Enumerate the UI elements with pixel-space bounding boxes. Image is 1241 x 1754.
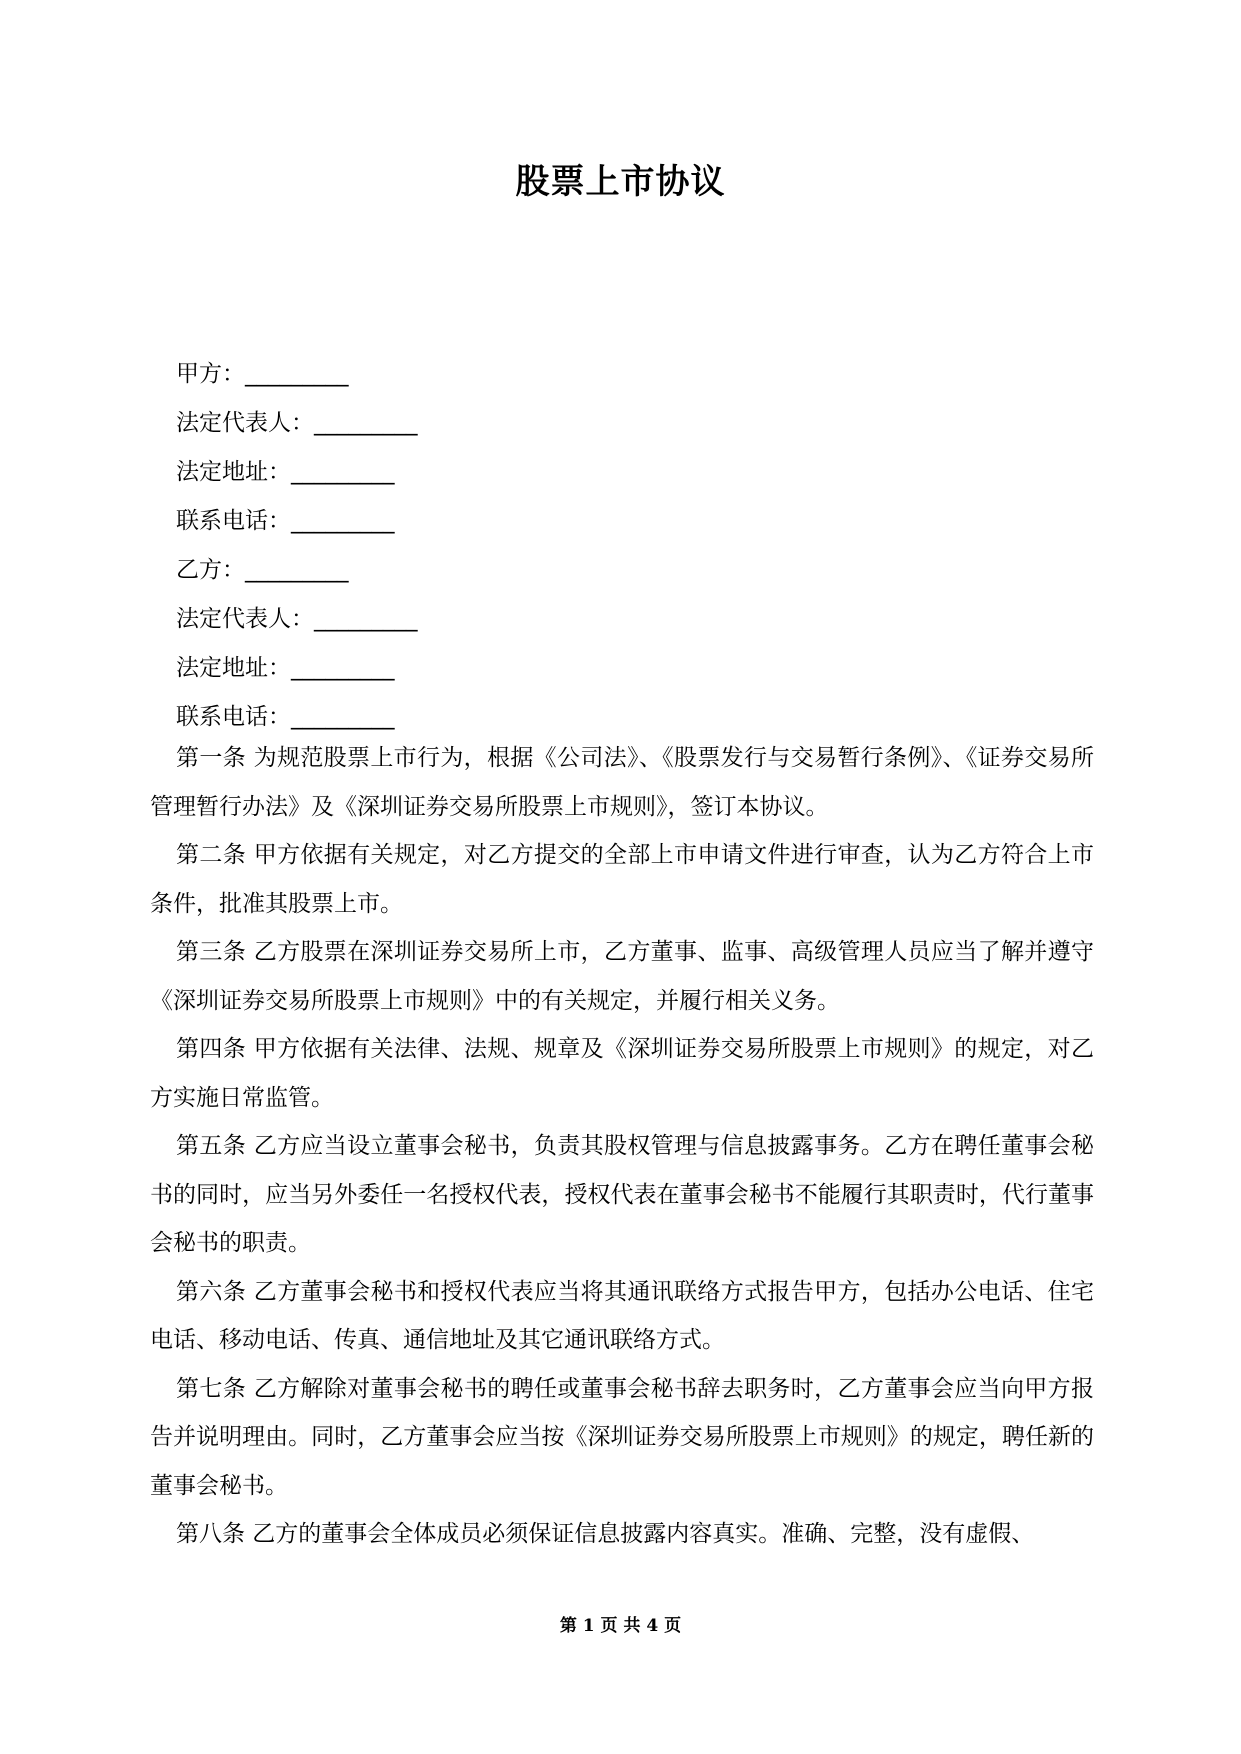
article-6: 第六条 乙方董事会秘书和授权代表应当将其通讯联络方式报告甲方，包括办公电话、住宅电话、移动电话、传真、通信地址及其它通讯联络方式。 — [150, 1278, 1094, 1353]
party-b-representative-field: 法定代表人：_________ — [176, 606, 418, 632]
party-a-phone-field: 联系电话：_________ — [176, 508, 395, 534]
article-5: 第五条 乙方应当设立董事会秘书，负责其股权管理与信息披露事务。乙方在聘任董事会秘书的同时，应当另外委任一名授权代表，授权代表在董事会秘书不能履行其职责时，代行董事会秘书的职责。 — [150, 1133, 1094, 1256]
party-b-address-field: 法定地址：_________ — [176, 655, 395, 681]
article-2: 第二条 甲方依据有关规定，对乙方提交的全部上市申请文件进行审查，认为乙方符合上市条件，批准其股票上市。 — [150, 842, 1094, 917]
page-number-footer: 第 1 页 共 4 页 — [559, 1616, 682, 1636]
agreement-body — [150, 734, 1094, 1559]
article-7: 第七条 乙方解除对董事会秘书的聘任或董事会秘书辞去职务时，乙方董事会应当向甲方报告并说明理由。同时，乙方董事会应当按《深圳证券交易所股票上市规则》的规定，聘任新的董事会秘书。 — [150, 1375, 1094, 1499]
party-b-field: 乙方：_________ — [176, 557, 349, 583]
party-a-address-field: 法定地址：_________ — [176, 459, 395, 485]
article-4: 第四条 甲方依据有关法律、法规、规章及《深圳证券交易所股票上市规则》的规定，对乙方实施日常监管。 — [150, 1036, 1094, 1111]
article-8: 第八条 乙方的董事会全体成员必须保证信息披露内容真实。准确、完整，没有虚假、 — [176, 1521, 1035, 1547]
party-a-field: 甲方：_________ — [176, 361, 349, 387]
document-title: 股票上市协议 — [515, 162, 726, 202]
party-a-representative-field: 法定代表人：_________ — [176, 410, 418, 436]
party-b-phone-field: 联系电话：_________ — [176, 704, 395, 730]
article-3: 第三条 乙方股票在深圳证券交易所上市，乙方董事、监事、高级管理人员应当了解并遵守《深圳证券交易所股票上市规则》中的有关规定，并履行相关义务。 — [150, 939, 1094, 1014]
article-1: 第一条 为规范股票上市行为，根据《公司法》、《股票发行与交易暂行条例》、《证券交易所管理暂行办法》及《深圳证券交易所股票上市规则》，签订本协议。 — [150, 745, 1094, 820]
party-fields — [176, 350, 418, 742]
